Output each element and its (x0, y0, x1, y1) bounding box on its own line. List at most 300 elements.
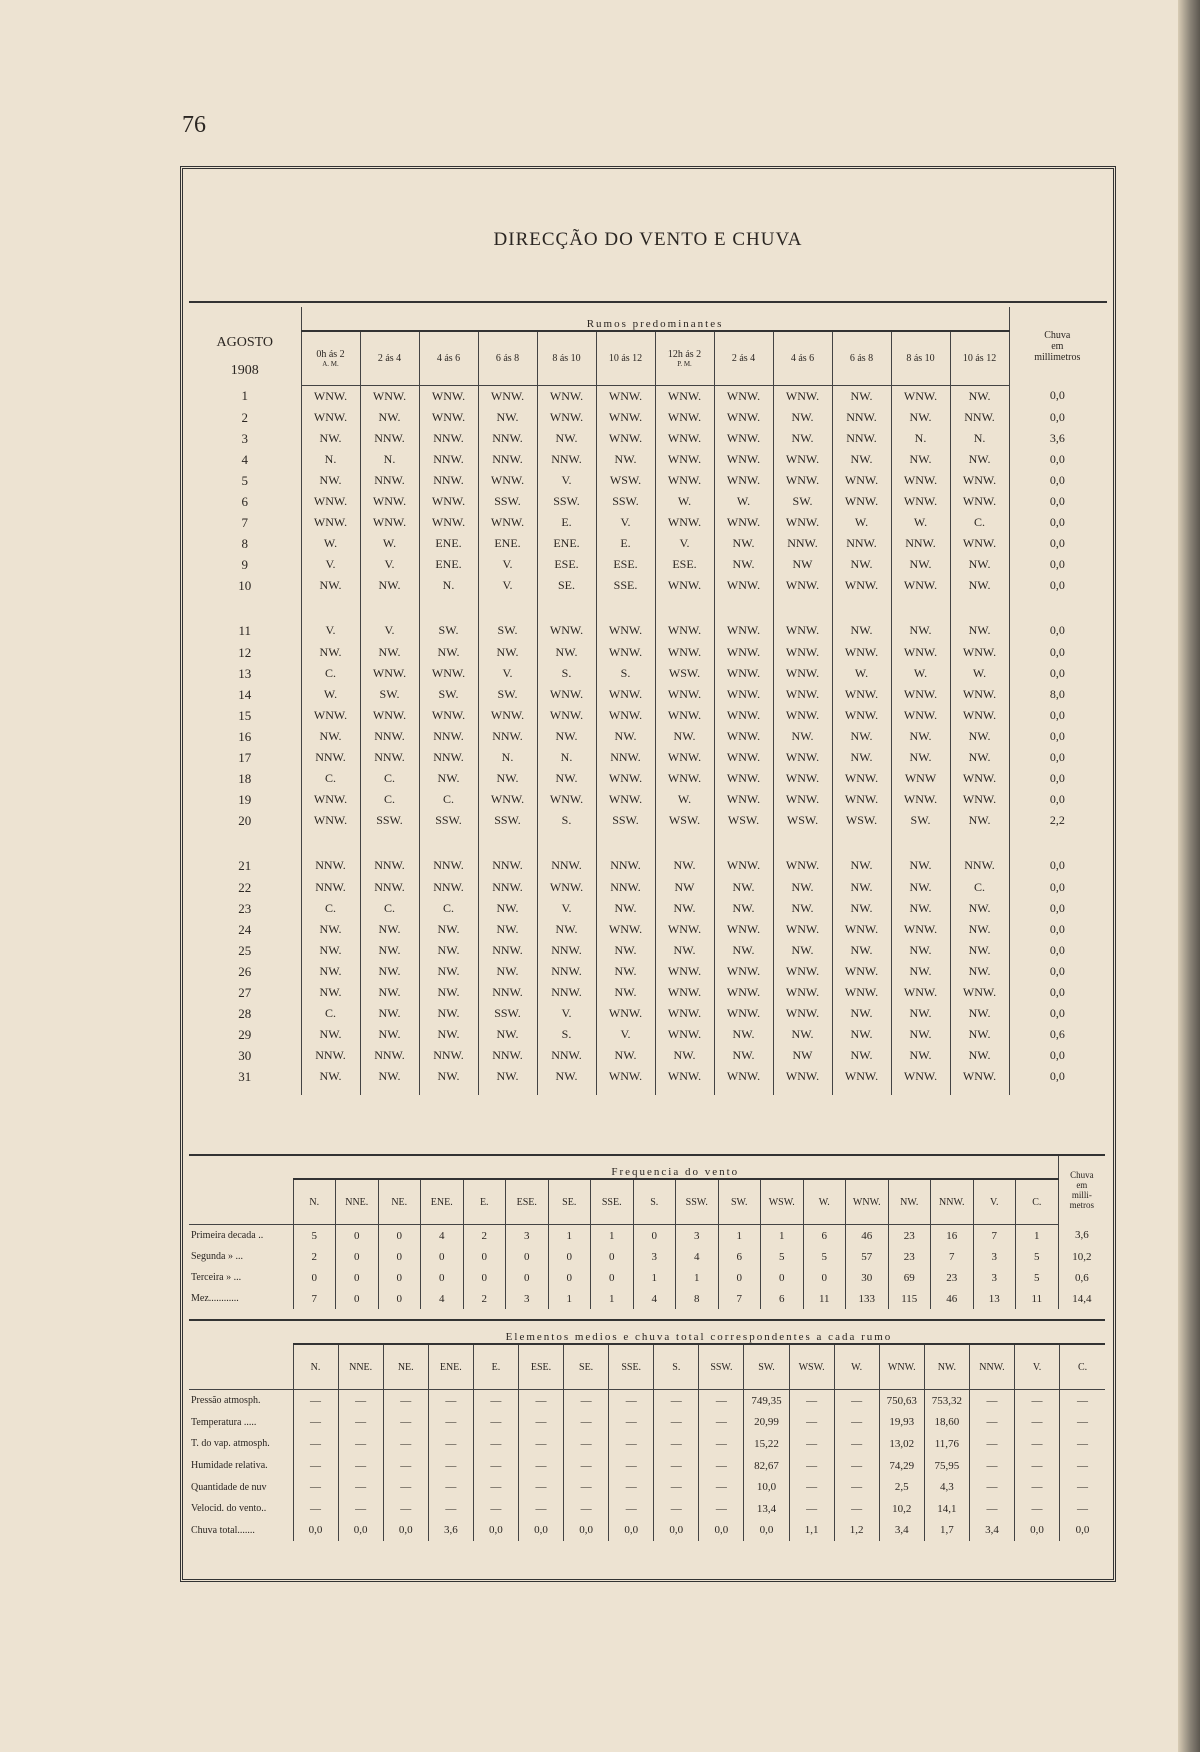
direction-cell: WNW. (655, 620, 714, 641)
gap-cell (832, 831, 891, 855)
direction-cell: NW. (360, 642, 419, 663)
direction-cell: WNW. (537, 407, 596, 428)
element-cell: 0,0 (699, 1520, 744, 1542)
direction-cell: WNW. (773, 855, 832, 876)
direction-cell: NNW. (537, 449, 596, 470)
rain-header-line: Chuva (1044, 329, 1071, 341)
direction-cell: NW. (478, 642, 537, 663)
direction-cell: S. (537, 663, 596, 684)
direction-cell: NW. (360, 961, 419, 982)
element-cell: — (518, 1476, 563, 1498)
element-cell: — (969, 1476, 1014, 1498)
table-row (189, 747, 1105, 768)
direction-cell: C. (950, 876, 1009, 897)
element-cell: — (834, 1412, 879, 1434)
period-header (832, 331, 891, 385)
direction-cell: NW. (301, 919, 360, 940)
direction-cell: NW. (596, 1045, 655, 1066)
direction-cell: W. (655, 789, 714, 810)
day-cell: 24 (238, 921, 252, 937)
direction-cell: NNW. (773, 533, 832, 554)
direction-cell: WNW. (714, 428, 773, 449)
direction-cell: WNW. (596, 1003, 655, 1024)
direction-cell: WNW. (891, 470, 950, 491)
element-cell: — (1060, 1433, 1105, 1455)
frequency-cell: 3 (633, 1246, 676, 1267)
direction-cell: NW. (478, 1024, 537, 1045)
direction-cell: WNW. (773, 449, 832, 470)
direction-cell: WNW. (891, 642, 950, 663)
direction-cell: SSW. (478, 491, 537, 512)
direction-cell: NW. (832, 855, 891, 876)
gap-cell (950, 596, 1009, 620)
element-cell: 3,4 (879, 1520, 924, 1542)
element-cell: — (699, 1412, 744, 1434)
direction-cell: WNW. (950, 982, 1009, 1003)
table-row (189, 1246, 1105, 1267)
day-cell: 16 (238, 728, 252, 744)
frequency-cell: 5 (803, 1246, 846, 1267)
table-row (189, 642, 1105, 663)
rain-cell: 2,2 (1009, 810, 1105, 831)
rain-cell: 0,0 (1009, 1003, 1105, 1024)
direction-cell: SW. (773, 491, 832, 512)
direction-header: V. (973, 1179, 1016, 1225)
day-cell: 20 (238, 813, 252, 829)
elements-table (189, 1319, 1105, 1541)
direction-cell: WNW. (773, 663, 832, 684)
rain-cell: 0,0 (1009, 575, 1105, 596)
element-cell: 10,2 (879, 1498, 924, 1520)
element-cell: 0,0 (609, 1520, 654, 1542)
direction-cell: NW. (301, 575, 360, 596)
gap-cell (1009, 1087, 1105, 1095)
direction-header: E. (473, 1344, 518, 1390)
direction-cell: SW. (419, 620, 478, 641)
gap-cell (832, 596, 891, 620)
period-header (419, 331, 478, 385)
direction-cell: WNW. (773, 684, 832, 705)
element-cell: — (654, 1412, 699, 1434)
element-cell: 0,0 (338, 1520, 383, 1542)
rain-cell: 0,0 (1009, 1066, 1105, 1087)
direction-cell: WNW. (655, 1024, 714, 1045)
element-cell: — (564, 1412, 609, 1434)
direction-cell: V. (478, 575, 537, 596)
direction-cell: SSE. (596, 575, 655, 596)
direction-cell: WNW. (714, 575, 773, 596)
day-cell: 8 (241, 536, 248, 552)
direction-cell: NW (773, 1045, 832, 1066)
direction-cell: WNW. (655, 449, 714, 470)
frequency-cell: 46 (846, 1225, 889, 1247)
direction-cell: WNW. (655, 642, 714, 663)
direction-cell: WNW. (596, 705, 655, 726)
year-label: 1908 (230, 363, 259, 378)
gap-cell (301, 831, 360, 855)
direction-cell: NW. (301, 982, 360, 1003)
day-cell: 3 (241, 430, 248, 446)
gap-cell (478, 1087, 537, 1095)
frequency-cell: 2 (463, 1225, 506, 1247)
gap-cell (301, 1087, 360, 1095)
direction-cell: W. (950, 663, 1009, 684)
rain-cell: 0,0 (1009, 385, 1105, 407)
table-row (189, 1003, 1105, 1024)
element-cell: — (699, 1455, 744, 1477)
frequency-cell: 0 (633, 1225, 676, 1247)
direction-cell: W. (655, 491, 714, 512)
direction-cell: C. (360, 898, 419, 919)
period-header (950, 331, 1009, 385)
gap-cell (360, 1087, 419, 1095)
day-cell: 28 (238, 1006, 252, 1022)
frequency-cell: 46 (931, 1288, 974, 1309)
direction-cell: NNW. (832, 407, 891, 428)
direction-cell: NW. (360, 1024, 419, 1045)
element-cell: — (383, 1433, 428, 1455)
direction-cell: WNW. (832, 491, 891, 512)
direction-cell: NW. (301, 642, 360, 663)
direction-cell: NNW. (537, 982, 596, 1003)
direction-cell: WNW. (714, 1066, 773, 1087)
direction-cell: V. (537, 470, 596, 491)
gap-cell (832, 1087, 891, 1095)
table-row (189, 533, 1105, 554)
direction-cell: WNW. (714, 855, 773, 876)
row-label: Quantidade de nuv (191, 1481, 267, 1493)
direction-cell: WNW. (832, 705, 891, 726)
table-row (189, 1024, 1105, 1045)
gap-cell (1009, 831, 1105, 855)
direction-cell: W. (360, 533, 419, 554)
direction-cell: SSW. (419, 810, 478, 831)
element-cell: 0,0 (383, 1520, 428, 1542)
direction-cell: WNW. (714, 449, 773, 470)
direction-cell: NW. (891, 1003, 950, 1024)
element-cell: — (564, 1498, 609, 1520)
direction-header: ESE. (506, 1179, 549, 1225)
direction-cell: NW. (714, 940, 773, 961)
direction-cell: WNW. (950, 1066, 1009, 1087)
gap-cell (950, 1087, 1009, 1095)
direction-cell: WNW. (832, 961, 891, 982)
element-cell: — (969, 1433, 1014, 1455)
direction-cell: WSW. (596, 470, 655, 491)
direction-cell: WSW. (655, 810, 714, 831)
element-cell: — (293, 1433, 338, 1455)
direction-cell: WNW. (419, 385, 478, 407)
direction-header: C. (1016, 1179, 1059, 1225)
day-cell: 5 (241, 472, 248, 488)
day-cell: 13 (238, 665, 252, 681)
direction-cell: NNW. (419, 428, 478, 449)
day-cell: 1 (241, 388, 248, 404)
direction-cell: WNW. (655, 747, 714, 768)
direction-cell: S. (537, 1024, 596, 1045)
frequency-cell: 1 (676, 1267, 719, 1288)
direction-cell: WNW. (891, 491, 950, 512)
direction-header: SE. (548, 1179, 591, 1225)
element-cell: — (473, 1433, 518, 1455)
frequency-cell: 7 (973, 1225, 1016, 1247)
direction-cell: NW. (655, 1045, 714, 1066)
row-label: Terceira » ... (191, 1272, 242, 1283)
element-cell: 1,7 (924, 1520, 969, 1542)
period-header (891, 331, 950, 385)
group-title-rumos: Rumos predominantes (301, 307, 1009, 331)
direction-cell: NW. (537, 726, 596, 747)
frequency-cell: 6 (803, 1225, 846, 1247)
period-label: 6 ás 8 (495, 352, 520, 364)
direction-cell: WNW. (773, 705, 832, 726)
direction-cell: SSW. (360, 810, 419, 831)
direction-cell: WNW. (891, 575, 950, 596)
direction-cell: NW. (419, 961, 478, 982)
direction-cell: WNW. (419, 407, 478, 428)
direction-cell: E. (537, 512, 596, 533)
direction-cell: NW. (891, 620, 950, 641)
rain-header-line: em (1076, 1180, 1088, 1191)
direction-cell: SSW. (478, 1003, 537, 1024)
frequency-cell: 1 (591, 1288, 634, 1309)
element-cell: — (789, 1433, 834, 1455)
gap-cell (714, 831, 773, 855)
element-cell: 0,0 (564, 1520, 609, 1542)
frequency-cell: 0 (336, 1288, 379, 1309)
direction-cell: WNW. (891, 705, 950, 726)
direction-cell: WNW. (773, 575, 832, 596)
direction-cell: W. (301, 684, 360, 705)
rain-cell: 0,0 (1009, 747, 1105, 768)
direction-cell: N. (360, 449, 419, 470)
element-cell: — (338, 1498, 383, 1520)
direction-cell: WNW. (832, 982, 891, 1003)
rain-cell: 0,0 (1009, 554, 1105, 575)
day-cell: 14 (238, 686, 252, 702)
frequency-cell: 4 (421, 1225, 464, 1247)
direction-cell: NW. (419, 1024, 478, 1045)
direction-cell: NNW. (596, 855, 655, 876)
table-row (189, 1455, 1105, 1477)
direction-cell: NNW. (832, 428, 891, 449)
direction-cell: NW. (714, 898, 773, 919)
direction-cell: NW. (832, 1024, 891, 1045)
direction-cell: NW. (773, 1024, 832, 1045)
rain-cell: 0,6 (1058, 1267, 1105, 1288)
gap-cell (655, 831, 714, 855)
period-header-row (189, 331, 1105, 385)
element-cell: — (428, 1498, 473, 1520)
element-cell: 0,0 (293, 1520, 338, 1542)
direction-cell: WNW. (301, 512, 360, 533)
direction-cell: NNW. (419, 855, 478, 876)
table-row (189, 1476, 1105, 1498)
direction-cell: V. (301, 554, 360, 575)
direction-cell: WNW. (714, 768, 773, 789)
direction-cell: NNW. (360, 855, 419, 876)
day-cell: 27 (238, 984, 252, 1000)
direction-cell: NW. (950, 449, 1009, 470)
direction-header: WNW. (879, 1344, 924, 1390)
day-cell: 9 (241, 557, 248, 573)
direction-cell: WNW. (832, 575, 891, 596)
frequency-cell: 3 (973, 1267, 1016, 1288)
element-cell: — (473, 1390, 518, 1412)
direction-cell: WNW. (655, 1003, 714, 1024)
frequency-cell: 5 (293, 1225, 336, 1247)
direction-cell: C. (360, 789, 419, 810)
rain-cell: 3,6 (1058, 1225, 1105, 1247)
direction-cell: SSW. (596, 810, 655, 831)
direction-cell: WNW. (773, 385, 832, 407)
element-cell: — (1060, 1455, 1105, 1477)
direction-cell: WNW. (773, 789, 832, 810)
element-cell: — (969, 1498, 1014, 1520)
direction-cell: NW. (891, 1045, 950, 1066)
direction-cell: NW. (773, 407, 832, 428)
frequency-cell: 3 (506, 1225, 549, 1247)
direction-cell: NNW. (301, 855, 360, 876)
day-cell: 11 (238, 623, 252, 639)
direction-cell: S. (537, 810, 596, 831)
direction-cell: WNW. (714, 642, 773, 663)
element-cell: 2,5 (879, 1476, 924, 1498)
direction-cell: NW. (832, 554, 891, 575)
direction-cell: WNW. (714, 747, 773, 768)
frequency-cell: 0 (548, 1267, 591, 1288)
direction-cell: V. (301, 620, 360, 641)
direction-cell: NW. (773, 898, 832, 919)
direction-cell: NNW. (360, 428, 419, 449)
table-row (189, 1288, 1105, 1309)
direction-cell: NW. (950, 898, 1009, 919)
direction-cell: WNW. (891, 919, 950, 940)
direction-cell: NW. (596, 726, 655, 747)
element-cell: — (383, 1390, 428, 1412)
element-cell: — (473, 1412, 518, 1434)
direction-cell: WNW. (773, 768, 832, 789)
element-cell: — (1060, 1498, 1105, 1520)
direction-header: C. (1060, 1344, 1105, 1390)
day-cell: 17 (238, 750, 252, 766)
rain-cell: 8,0 (1009, 684, 1105, 705)
rain-cell: 0,0 (1009, 1045, 1105, 1066)
direction-cell: C. (301, 1003, 360, 1024)
direction-header: SSE. (609, 1344, 654, 1390)
table-row (189, 919, 1105, 940)
direction-cell: NW. (773, 876, 832, 897)
direction-cell: N. (301, 449, 360, 470)
direction-cell: NW. (832, 726, 891, 747)
direction-header: WSW. (761, 1179, 804, 1225)
frequency-cell: 7 (718, 1288, 761, 1309)
gap-cell (891, 831, 950, 855)
direction-cell: WNW. (596, 642, 655, 663)
direction-header: V. (1015, 1344, 1060, 1390)
rain-header (1009, 307, 1105, 385)
direction-cell: NNW. (537, 940, 596, 961)
frequency-cell: 16 (931, 1225, 974, 1247)
direction-cell: NNW. (419, 747, 478, 768)
direction-cell: NW. (360, 575, 419, 596)
direction-cell: WNW. (891, 982, 950, 1003)
period-header (773, 331, 832, 385)
direction-cell: W. (301, 533, 360, 554)
direction-cell: SSW. (537, 491, 596, 512)
day-cell: 10 (238, 578, 252, 594)
element-cell: — (699, 1433, 744, 1455)
direction-cell: WSW. (832, 810, 891, 831)
element-cell: — (428, 1390, 473, 1412)
direction-cell: WNW. (714, 407, 773, 428)
element-cell: — (1015, 1412, 1060, 1434)
direction-cell: WNW. (301, 385, 360, 407)
frequency-cell: 8 (676, 1288, 719, 1309)
frequency-header-row (189, 1179, 1105, 1225)
direction-cell: NW. (891, 961, 950, 982)
direction-cell: WNW. (360, 512, 419, 533)
frequency-cell: 0 (421, 1246, 464, 1267)
rain-cell: 10,2 (1058, 1246, 1105, 1267)
direction-cell: NNW. (419, 449, 478, 470)
direction-cell: WNW. (891, 684, 950, 705)
gap-cell (419, 596, 478, 620)
direction-cell: NW. (419, 1003, 478, 1024)
direction-cell: NNW. (596, 876, 655, 897)
frequency-cell: 23 (888, 1246, 931, 1267)
element-cell: — (609, 1390, 654, 1412)
direction-cell: N. (478, 747, 537, 768)
gap-cell (714, 596, 773, 620)
direction-cell: WNW. (360, 491, 419, 512)
direction-cell: NNW. (950, 407, 1009, 428)
element-cell: — (789, 1455, 834, 1477)
direction-header: W. (803, 1179, 846, 1225)
direction-cell: NW. (655, 726, 714, 747)
direction-cell: NW. (419, 642, 478, 663)
day-cell: 15 (238, 707, 252, 723)
element-cell: — (293, 1412, 338, 1434)
direction-cell: NW. (832, 620, 891, 641)
direction-cell: NW. (950, 747, 1009, 768)
direction-cell: WNW. (537, 684, 596, 705)
direction-cell: WNW. (714, 919, 773, 940)
element-cell: — (834, 1498, 879, 1520)
element-cell: — (1015, 1390, 1060, 1412)
direction-cell: WNW. (714, 663, 773, 684)
rain-cell: 0,0 (1009, 876, 1105, 897)
gap-cell (189, 1087, 301, 1095)
element-cell: — (609, 1476, 654, 1498)
period-header (655, 331, 714, 385)
frequency-cell: 4 (676, 1246, 719, 1267)
element-cell: — (1015, 1455, 1060, 1477)
frequency-cell: 2 (463, 1288, 506, 1309)
rain-cell: 0,0 (1009, 898, 1105, 919)
element-cell: 11,76 (924, 1433, 969, 1455)
frequency-cell: 0 (378, 1288, 421, 1309)
direction-cell: WNW. (773, 747, 832, 768)
page-title: DIRECÇÃO DO VENTO E CHUVA (493, 229, 803, 250)
direction-cell: NW. (891, 449, 950, 470)
direction-cell: WNW. (655, 961, 714, 982)
table-row (189, 575, 1105, 596)
direction-cell: V. (537, 1003, 596, 1024)
frequency-cell: 7 (931, 1246, 974, 1267)
direction-cell: WNW. (655, 982, 714, 1003)
direction-cell: WNW. (596, 428, 655, 449)
